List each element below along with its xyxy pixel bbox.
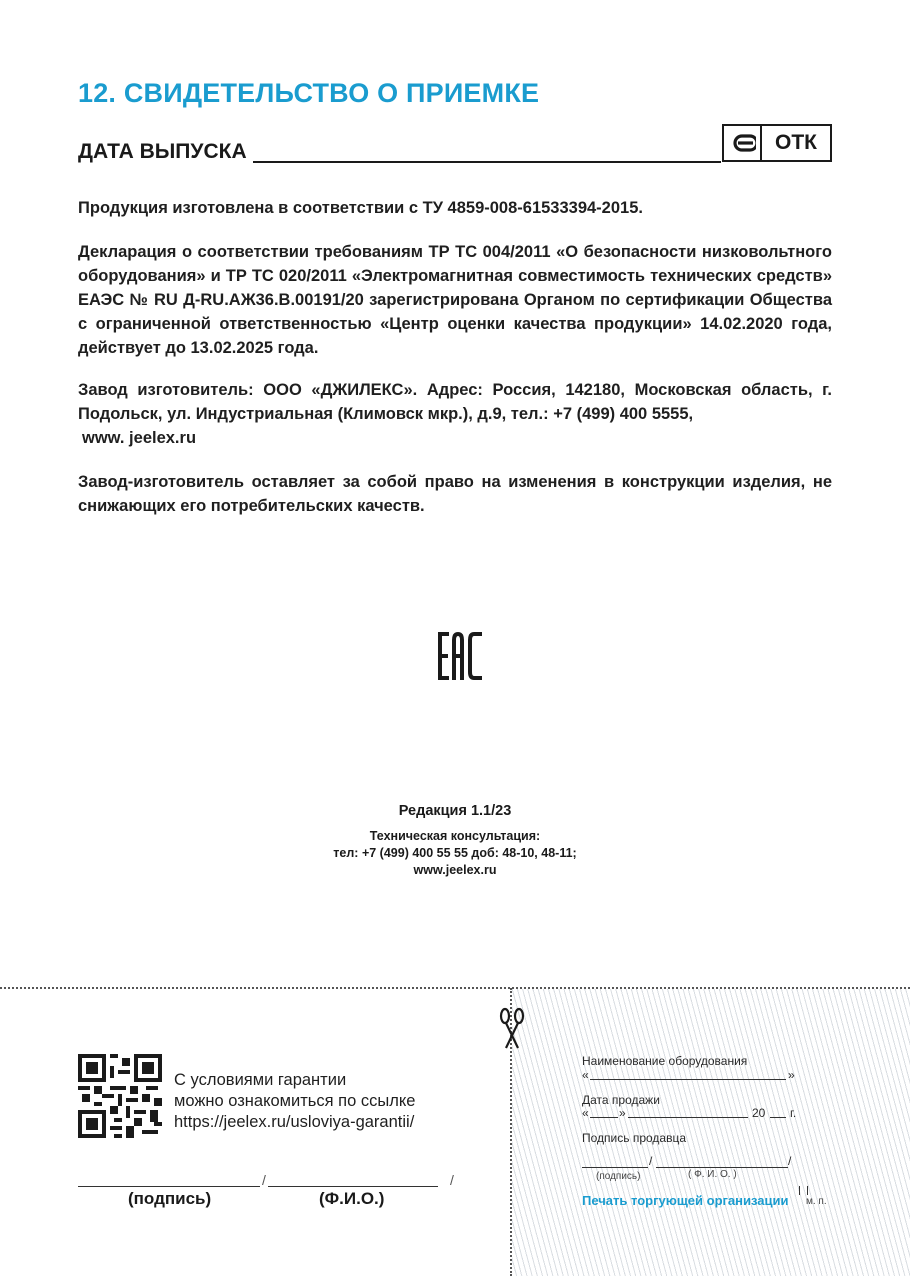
release-date-line: [253, 161, 721, 163]
warranty-info: [174, 1070, 415, 1133]
stamp-mark: [799, 1186, 808, 1195]
seller-separator: /: [649, 1154, 653, 1168]
consultation-block: [255, 828, 655, 879]
paragraph-tu: Продукция изготовлена в соответствии с ТУ 4859-008-61533394-2015.: [78, 199, 643, 217]
seller-signature-field[interactable]: [582, 1167, 648, 1168]
signature-separator: /: [262, 1172, 266, 1188]
year-prefix: 20: [752, 1106, 766, 1120]
name-label: (Ф.И.О.): [319, 1189, 385, 1208]
otk-stamp: [722, 124, 832, 162]
sale-date-label: Дата продажи: [582, 1093, 660, 1107]
name-line: [268, 1186, 438, 1187]
stamp-label: Печать торгующей организации: [582, 1193, 789, 1208]
paragraph-declaration: Декларация о соответствии требованиям ТР ТС 004/2011 «О безопасности низковольтного оборудования» и ТР ТС 020/2011 «Электромагнитная совместимость технических средств» ЕАЭС № RU Д-RU.АЖ36.В.00191/20 зарегистрирована Органом по сертификации Общества с ограниченной ответственностью «Центр оценки качества продукции» 14.02.2020 года, действует до 13.02.2025 года.: [78, 243, 832, 357]
seller-name-field[interactable]: [656, 1167, 788, 1168]
day-close-quote: »: [619, 1106, 626, 1120]
equipment-open-quote: «: [582, 1068, 589, 1082]
eac-mark-icon: [438, 632, 482, 685]
sale-month-field[interactable]: [628, 1117, 748, 1118]
seller-name-separator: /: [788, 1154, 792, 1168]
release-date-label: ДАТА ВЫПУСКА: [78, 140, 247, 163]
edition-label: Редакция 1.1/23: [398, 803, 512, 819]
consult-title: Техническая консультация:: [369, 829, 541, 843]
name-hint: ( Ф. И. О. ): [688, 1169, 737, 1180]
sale-year-field[interactable]: [770, 1117, 786, 1118]
signature-hint: (подпись): [596, 1171, 641, 1182]
warranty-link[interactable]: https://jeelex.ru/usloviya-garantii/: [174, 1113, 415, 1131]
warranty-line2: можно ознакомиться по ссылке: [174, 1092, 416, 1110]
seller-signature-label: Подпись продавца: [582, 1131, 687, 1145]
qr-code-icon: [78, 1053, 162, 1144]
paragraph-manufacturer: [78, 378, 832, 450]
equipment-label: Наименование оборудования: [582, 1054, 748, 1068]
otk-stamp-icon: [724, 126, 762, 160]
otk-label: ОТК: [775, 131, 817, 154]
name-separator: /: [450, 1172, 454, 1188]
mp-label: м. п.: [806, 1196, 827, 1207]
manufacturer-website: www. jeelex.ru: [82, 429, 197, 447]
scissors-icon: [499, 1007, 525, 1054]
equipment-field[interactable]: [590, 1079, 786, 1080]
paragraph-rights: Завод-изготовитель оставляет за собой право на изменения в конструкции изделия, не снижающих его потребительских качеств.: [78, 473, 832, 515]
year-suffix: г.: [790, 1106, 797, 1120]
sale-day-field[interactable]: [590, 1117, 618, 1118]
equipment-close-quote: »: [788, 1068, 795, 1082]
day-open-quote: «: [582, 1106, 589, 1120]
manufacturer-address: Завод изготовитель: ООО «ДЖИЛЕКС». Адрес: Россия, 142180, Московская область, г. Подольск, ул. Индустриальная (Климовск мкр.), д.9, тел.: +7 (499) 400 5555,: [78, 381, 832, 423]
warranty-line1: С условиями гарантии: [174, 1071, 347, 1089]
signature-label: (подпись): [128, 1189, 212, 1208]
signature-line: [78, 1186, 260, 1187]
page-title: 12. СВИДЕТЕЛЬСТВО О ПРИЕМКЕ: [78, 78, 540, 108]
cut-line-horizontal: [0, 987, 910, 989]
consult-phone: тел: +7 (499) 400 55 55 доб: 48-10, 48-11;: [333, 846, 577, 860]
coupon-background: [512, 989, 910, 1276]
consult-website: www.jeelex.ru: [413, 863, 497, 877]
